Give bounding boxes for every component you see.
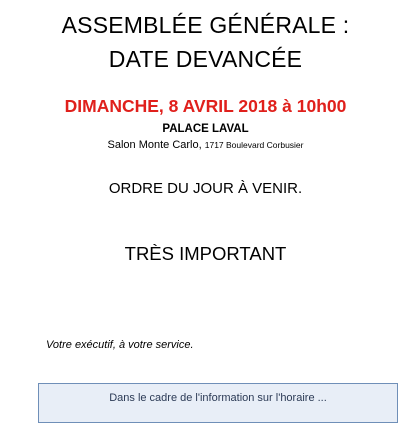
street-address: 1717 Boulevard Corbusier xyxy=(204,140,304,150)
title-line-1: ASSEMBLÉE GÉNÉRALE : xyxy=(61,12,350,38)
important-heading: TRÈS IMPORTANT xyxy=(124,243,287,264)
agenda-notice: ORDRE DU JOUR À VENIR. xyxy=(108,180,303,197)
notice-text: Dans le cadre de l'information sur l'horaire ... xyxy=(109,392,327,404)
room-name: Salon Monte Carlo, xyxy=(107,139,202,151)
notice-box xyxy=(38,383,398,423)
venue-name: PALACE LAVAL xyxy=(162,123,249,135)
title-line-2: DATE DEVANCÉE xyxy=(108,46,303,72)
event-date: DIMANCHE, 8 AVRIL 2018 à 10h00 xyxy=(64,96,347,116)
signature: Votre exécutif, à votre service. xyxy=(46,339,194,351)
venue-address xyxy=(0,139,411,151)
